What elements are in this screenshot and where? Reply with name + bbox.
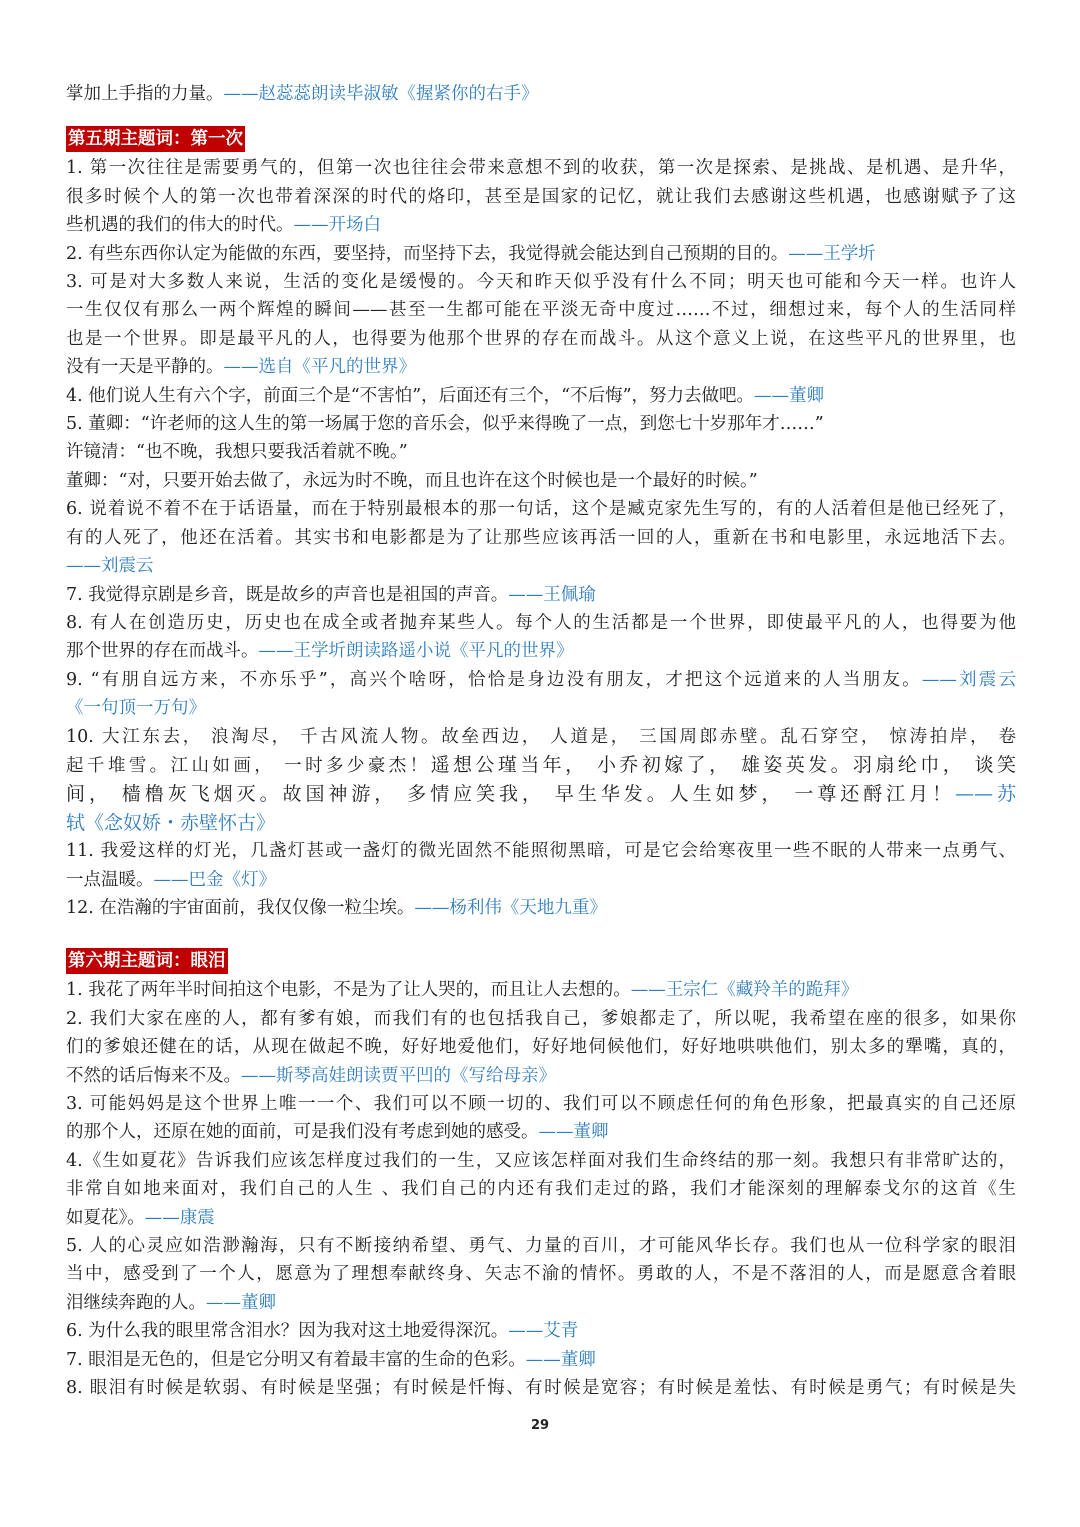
- text-line: 非常自如地来面对，我们自己的人生 、我们自己的内还有我们走过的路，我们才能深刻的理解泰戈尔的这首《生: [66, 1179, 1016, 1200]
- text-line: 掌加上手指的力量。——赵蕊蕊朗读毕淑敏《握紧你的右手》: [66, 84, 539, 104]
- quote-source: ——斯琴高娃朗读贾平凹的《写给母亲》: [241, 1065, 556, 1086]
- page-number: 29: [530, 1418, 550, 1433]
- text-line: 6. 说着说不着不在于话语量，而在于特别最根本的那一句话，这个是臧克家先生写的，有的人活着但是他已经死了，: [66, 499, 1016, 520]
- text-line: 很多时候个人的第一次也带着深深的时代的烙印，甚至是国家的记忆，就让我们去感谢这些机遇，也感谢赋予了这: [66, 186, 1016, 207]
- text-line: 的那个人，还原在她的面前，可是我们没有考虑到她的感受。——董卿: [66, 1122, 609, 1143]
- section-heading-5: 第五期主题词：第一次: [66, 126, 245, 152]
- quote-source: ——赵蕊蕊朗读毕淑敏《握紧你的右手》: [223, 84, 539, 104]
- text-line: 董卿：“对，只要开始去做了，永远为时不晚，而且也许在这个时候也是一个最好的时候。”: [66, 470, 758, 491]
- quote-source: ——杨利伟《天地九重》: [414, 897, 607, 918]
- text-line: 一点温暖。——巴金《灯》: [66, 869, 276, 890]
- text-line: 2. 有些东西你认定为能做的东西，要坚持，而坚持下去，我觉得就会能达到自己预期的目的。——王学圻: [66, 243, 876, 264]
- text-line: 当中，感受到了一个人，愿意为了理想奉献终身、矢志不渝的情怀。勇敢的人，不是不落泪的人，而是愿意含着眼: [66, 1264, 1016, 1285]
- text-line: 8. 有人在创造历史，历史也在成全或者抛弃某些人。每个人的生活都是一个世界，即使最平凡的人，也得要为他: [66, 612, 1016, 633]
- quote-source: ——艾青: [508, 1321, 579, 1342]
- text-line: 们的爹娘还健在的话，从现在做起不晚，好好地爱他们，好好地伺候他们，好好地哄哄他们，别太多的犟嘴，真的，: [66, 1037, 1016, 1058]
- text-line: 5. 人的心灵应如浩渺瀚海，只有不断接纳希望、勇气、力量的百川，才可能风华长存。我们也从一位科学家的眼泪: [66, 1236, 1016, 1257]
- text-line: 许镜清：“也不晚，我想只要我活着就不晚。”: [66, 442, 408, 463]
- text-line: 间， 樯橹灰飞烟灭。故国神游， 多情应笑我， 早生华发。人生如梦， 一尊还酹江月！——苏: [66, 783, 1016, 806]
- text-line: 那个世界的存在而战斗。——王学圻朗读路遥小说《平凡的世界》: [66, 641, 574, 662]
- text-line: 起千堆雪。江山如画， 一时多少豪杰！遥想公瑾当年， 小乔初嫁了， 雄姿英发。羽扇纶巾， 谈笑: [66, 753, 1016, 776]
- text-line: 11. 我爱这样的灯光，几盏灯甚或一盏灯的微光固然不能照彻黑暗，可是它会给寒夜里一些不眠的人带来一点勇气、: [66, 841, 1016, 862]
- text-line: 4.《生如夏花》告诉我们应该怎样度过我们的一生，又应该怎样面对我们生命终结的那一刻。我想只有非常旷达的，: [66, 1150, 1016, 1171]
- text-line: 没有一天是平静的。——选自《平凡的世界》: [66, 357, 416, 378]
- quote-source: ——巴金《灯》: [153, 869, 276, 890]
- text-line: 些机遇的我们的伟大的时代。——开场白: [66, 215, 381, 236]
- text-line: 3. 可能妈妈是这个世界上唯一一个、我们可以不顾一切的、我们可以不顾虑任何的角色形象，把最真实的自己还原: [66, 1094, 1016, 1114]
- quote-source: ——董卿: [754, 385, 825, 406]
- text-line: 不然的话后悔来不及。——斯琴高娃朗读贾平凹的《写给母亲》: [66, 1065, 556, 1086]
- quote-source: 轼《念奴娇・赤壁怀古》: [66, 811, 276, 834]
- quote-source: ——王佩瑜: [508, 584, 596, 605]
- quote-source: ——董卿: [538, 1122, 609, 1143]
- quote-source: ——董卿: [206, 1292, 276, 1313]
- text-line: 1. 我花了两年半时间拍这个电影，不是为了让人哭的，而且让人去想的。——王宗仁《藏羚羊的跪拜》: [66, 980, 859, 1001]
- quote-source: ——王宗仁《藏羚羊的跪拜》: [630, 980, 859, 1001]
- text-line: 7. 眼泪是无色的，但是它分明又有着最丰富的生命的色彩。——董卿: [66, 1349, 596, 1370]
- text-line: 泪继续奔跑的人。——董卿: [66, 1292, 276, 1313]
- document-page: [66, 80, 1016, 1402]
- text-line: 2. 我们大家在座的人，都有爹有娘，而我们有的也包括我自己，爹娘都走了，所以呢，我希望在座的很多，如果你: [66, 1008, 1016, 1029]
- quote-source: ——刘震云: [921, 669, 1016, 690]
- text-line: 10. 大江东去， 浪淘尽， 千古风流人物。故垒西边， 人道是， 三国周郎赤壁。乱石穿空， 惊涛拍岸， 卷: [66, 726, 1016, 747]
- text-line: 7. 我觉得京剧是乡音，既是故乡的声音也是祖国的声音。——王佩瑜: [66, 584, 596, 605]
- text-line: 8. 眼泪有时候是软弱、有时候是坚强；有时候是忏悔、有时候是宽容；有时候是羞怯、有时候是勇气；有时候是失: [66, 1378, 1016, 1399]
- quote-source: ——康震: [144, 1207, 215, 1228]
- quote-source: ——王学圻朗读路遥小说《平凡的世界》: [258, 641, 574, 662]
- section-heading-6: 第六期主题词：眼泪: [66, 948, 228, 974]
- quote-source: ——董卿: [525, 1349, 596, 1370]
- text-line: 12. 在浩瀚的宇宙面前，我仅仅像一粒尘埃。——杨利伟《天地九重》: [66, 897, 607, 918]
- quote-source: ——选自《平凡的世界》: [223, 357, 416, 378]
- text-line: 1. 第一次往往是需要勇气的，但第一次也往往会带来意想不到的收获，第一次是探索、是挑战、是机遇、是升华，: [66, 158, 1016, 179]
- text-line: 一生仅仅有那么一两个辉煌的瞬间——甚至一生都可能在平淡无奇中度过……不过，细想过来，每个人的生活同样: [66, 300, 1016, 321]
- text-line: 9. “有朋自远方来，不亦乐乎”，高兴个啥呀，恰恰是身边没有朋友，才把这个远道来的人当朋友。——刘震云: [66, 669, 1016, 690]
- quote-source: ——开场白: [293, 215, 381, 236]
- text-line: 6. 为什么我的眼里常含泪水？因为我对这土地爱得深沉。——艾青: [66, 1321, 579, 1342]
- quote-source: ——苏: [955, 783, 1016, 806]
- text-line: 3. 可是对大多数人来说，生活的变化是缓慢的。今天和昨天似乎没有什么不同；明天也可能和今天一样。也许人: [66, 272, 1016, 293]
- text-line: 4. 他们说人生有六个字，前面三个是“不害怕”，后面还有三个，“不后悔”，努力去做吧。——董卿: [66, 385, 825, 406]
- quote-source: ——刘震云: [66, 556, 154, 577]
- text-line: 有的人死了，他还在活着。其实书和电影都是为了让那些应该再活一回的人，重新在书和电影里，永远地活下去。: [66, 527, 1016, 548]
- quote-source: 《一句顶一万句》: [66, 698, 206, 719]
- quote-source: ——王学圻: [788, 243, 876, 264]
- text-line: 也是一个世界。即是最平凡的人，也得要为他那个世界的存在而战斗。从这个意义上说，在这些平凡的世界里，也: [66, 328, 1016, 349]
- text-line: 5. 董卿：“许老师的这人生的第一场属于您的音乐会，似乎来得晚了一点，到您七十岁那年才……”: [66, 414, 824, 435]
- text-line: 如夏花》。——康震: [66, 1207, 215, 1228]
